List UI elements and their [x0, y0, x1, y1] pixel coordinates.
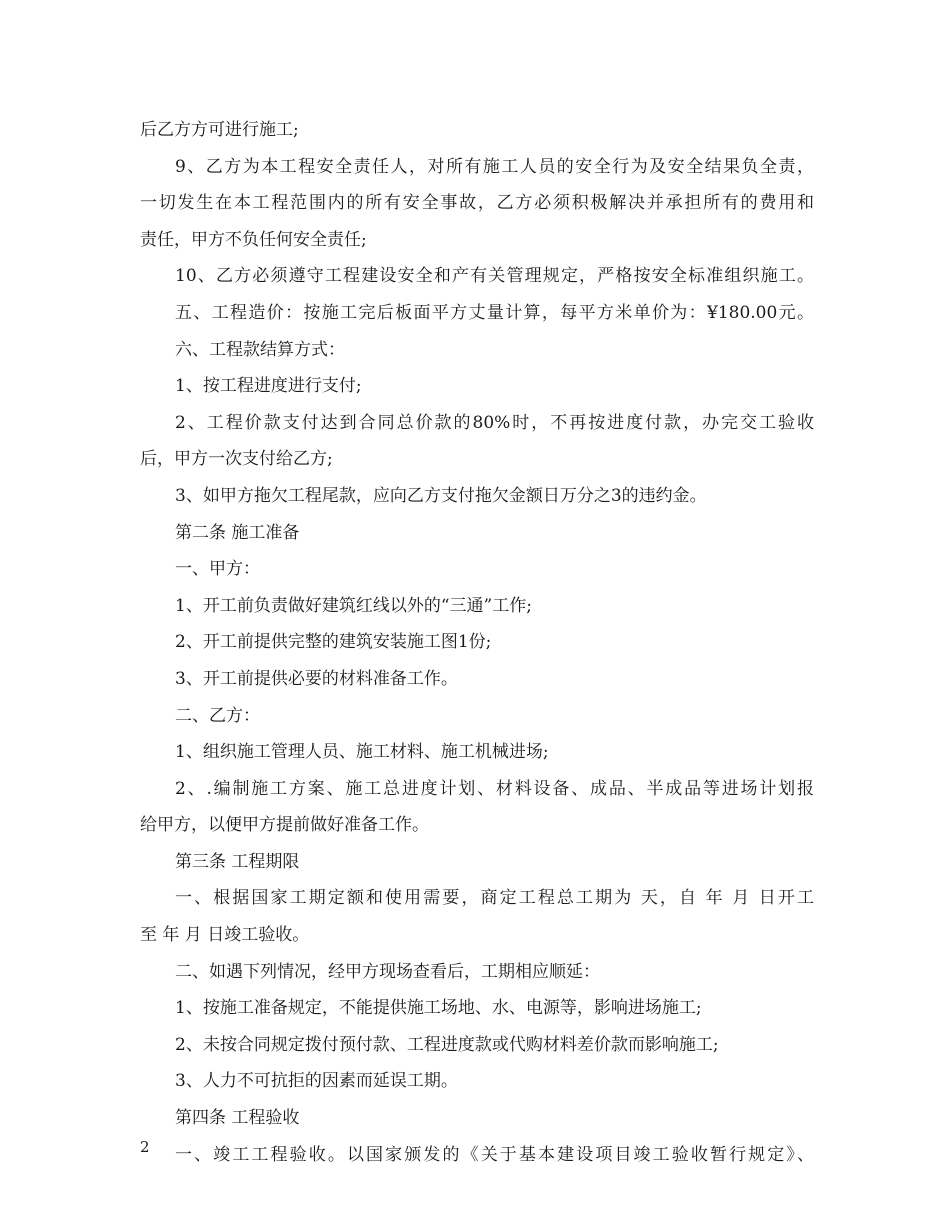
text-line: 一、根据国家工期定额和使用需要，商定工程总工期为 天，自 年 月 日开工 [175, 888, 814, 909]
text-line: 第三条 工程期限 [175, 851, 300, 872]
text-line: 给甲方，以便甲方提前做好准备工作。 [140, 815, 429, 836]
text-line: 二、乙方： [175, 705, 260, 726]
text-line: 一、甲方： [175, 559, 260, 580]
text-line: 六、工程款结算方式： [175, 339, 345, 360]
text-line: 第二条 施工准备 [175, 522, 300, 543]
text-line: 第四条 工程验收 [175, 1108, 300, 1129]
text-line: 后乙方方可进行施工; [140, 120, 299, 140]
text-line: 至 年 月 日竣工验收。 [140, 925, 310, 946]
text-line: 五、工程造价：按施工完后板面平方丈量计算，每平方米单价为：¥180.00元。 [175, 302, 814, 323]
text-line: 9、乙方为本工程安全责任人，对所有施工人员的安全行为及安全结果负全责， [175, 156, 814, 177]
text-line: 3、开工前提供必要的材料准备工作。 [175, 668, 458, 689]
document-body [140, 112, 814, 1173]
text-line: 一、竣工工程验收。以国家颁发的《关于基本建设项目竣工验收暂行规定》、 [175, 1144, 814, 1165]
text-line: 2、.编制施工方案、施工总进度计划、材料设备、成品、半成品等进场计划报 [175, 778, 814, 799]
text-line: 1、开工前负责做好建筑红线以外的“三通”工作; [175, 595, 532, 616]
text-line: 1、组织施工管理人员、施工材料、施工机械进场; [175, 742, 549, 763]
text-line: 二、如遇下列情况，经甲方现场查看后，工期相应顺延： [175, 961, 600, 982]
text-line: 10、乙方必须遵守工程建设安全和产有关管理规定，严格按安全标准组织施工。 [175, 266, 814, 287]
text-line: 责任，甲方不负任何安全责任; [140, 229, 367, 250]
text-line: 1、按施工准备规定，不能提供施工场地、水、电源等，影响进场施工; [175, 998, 702, 1019]
text-line: 3、如甲方拖欠工程尾款，应向乙方支付拖欠金额日万分之3的违约金。 [175, 485, 707, 506]
text-line: 2、工程价款支付达到合同总价款的80%时，不再按进度付款，办完交工验收 [175, 412, 814, 433]
text-line: 后，甲方一次支付给乙方; [140, 449, 333, 470]
text-line: 3、人力不可抗拒的因素而延误工期。 [175, 1071, 458, 1092]
page-number: 2 [140, 1138, 150, 1156]
text-line: 2、未按合同规定拨付预付款、工程进度款或代购材料差价款而影响施工; [175, 1034, 719, 1055]
text-line: 1、按工程进度进行支付; [175, 376, 362, 397]
text-line: 一切发生在本工程范围内的所有安全事故，乙方必须积极解决并承担所有的费用和 [140, 193, 814, 214]
text-line: 2、开工前提供完整的建筑安装施工图1份; [175, 632, 492, 653]
